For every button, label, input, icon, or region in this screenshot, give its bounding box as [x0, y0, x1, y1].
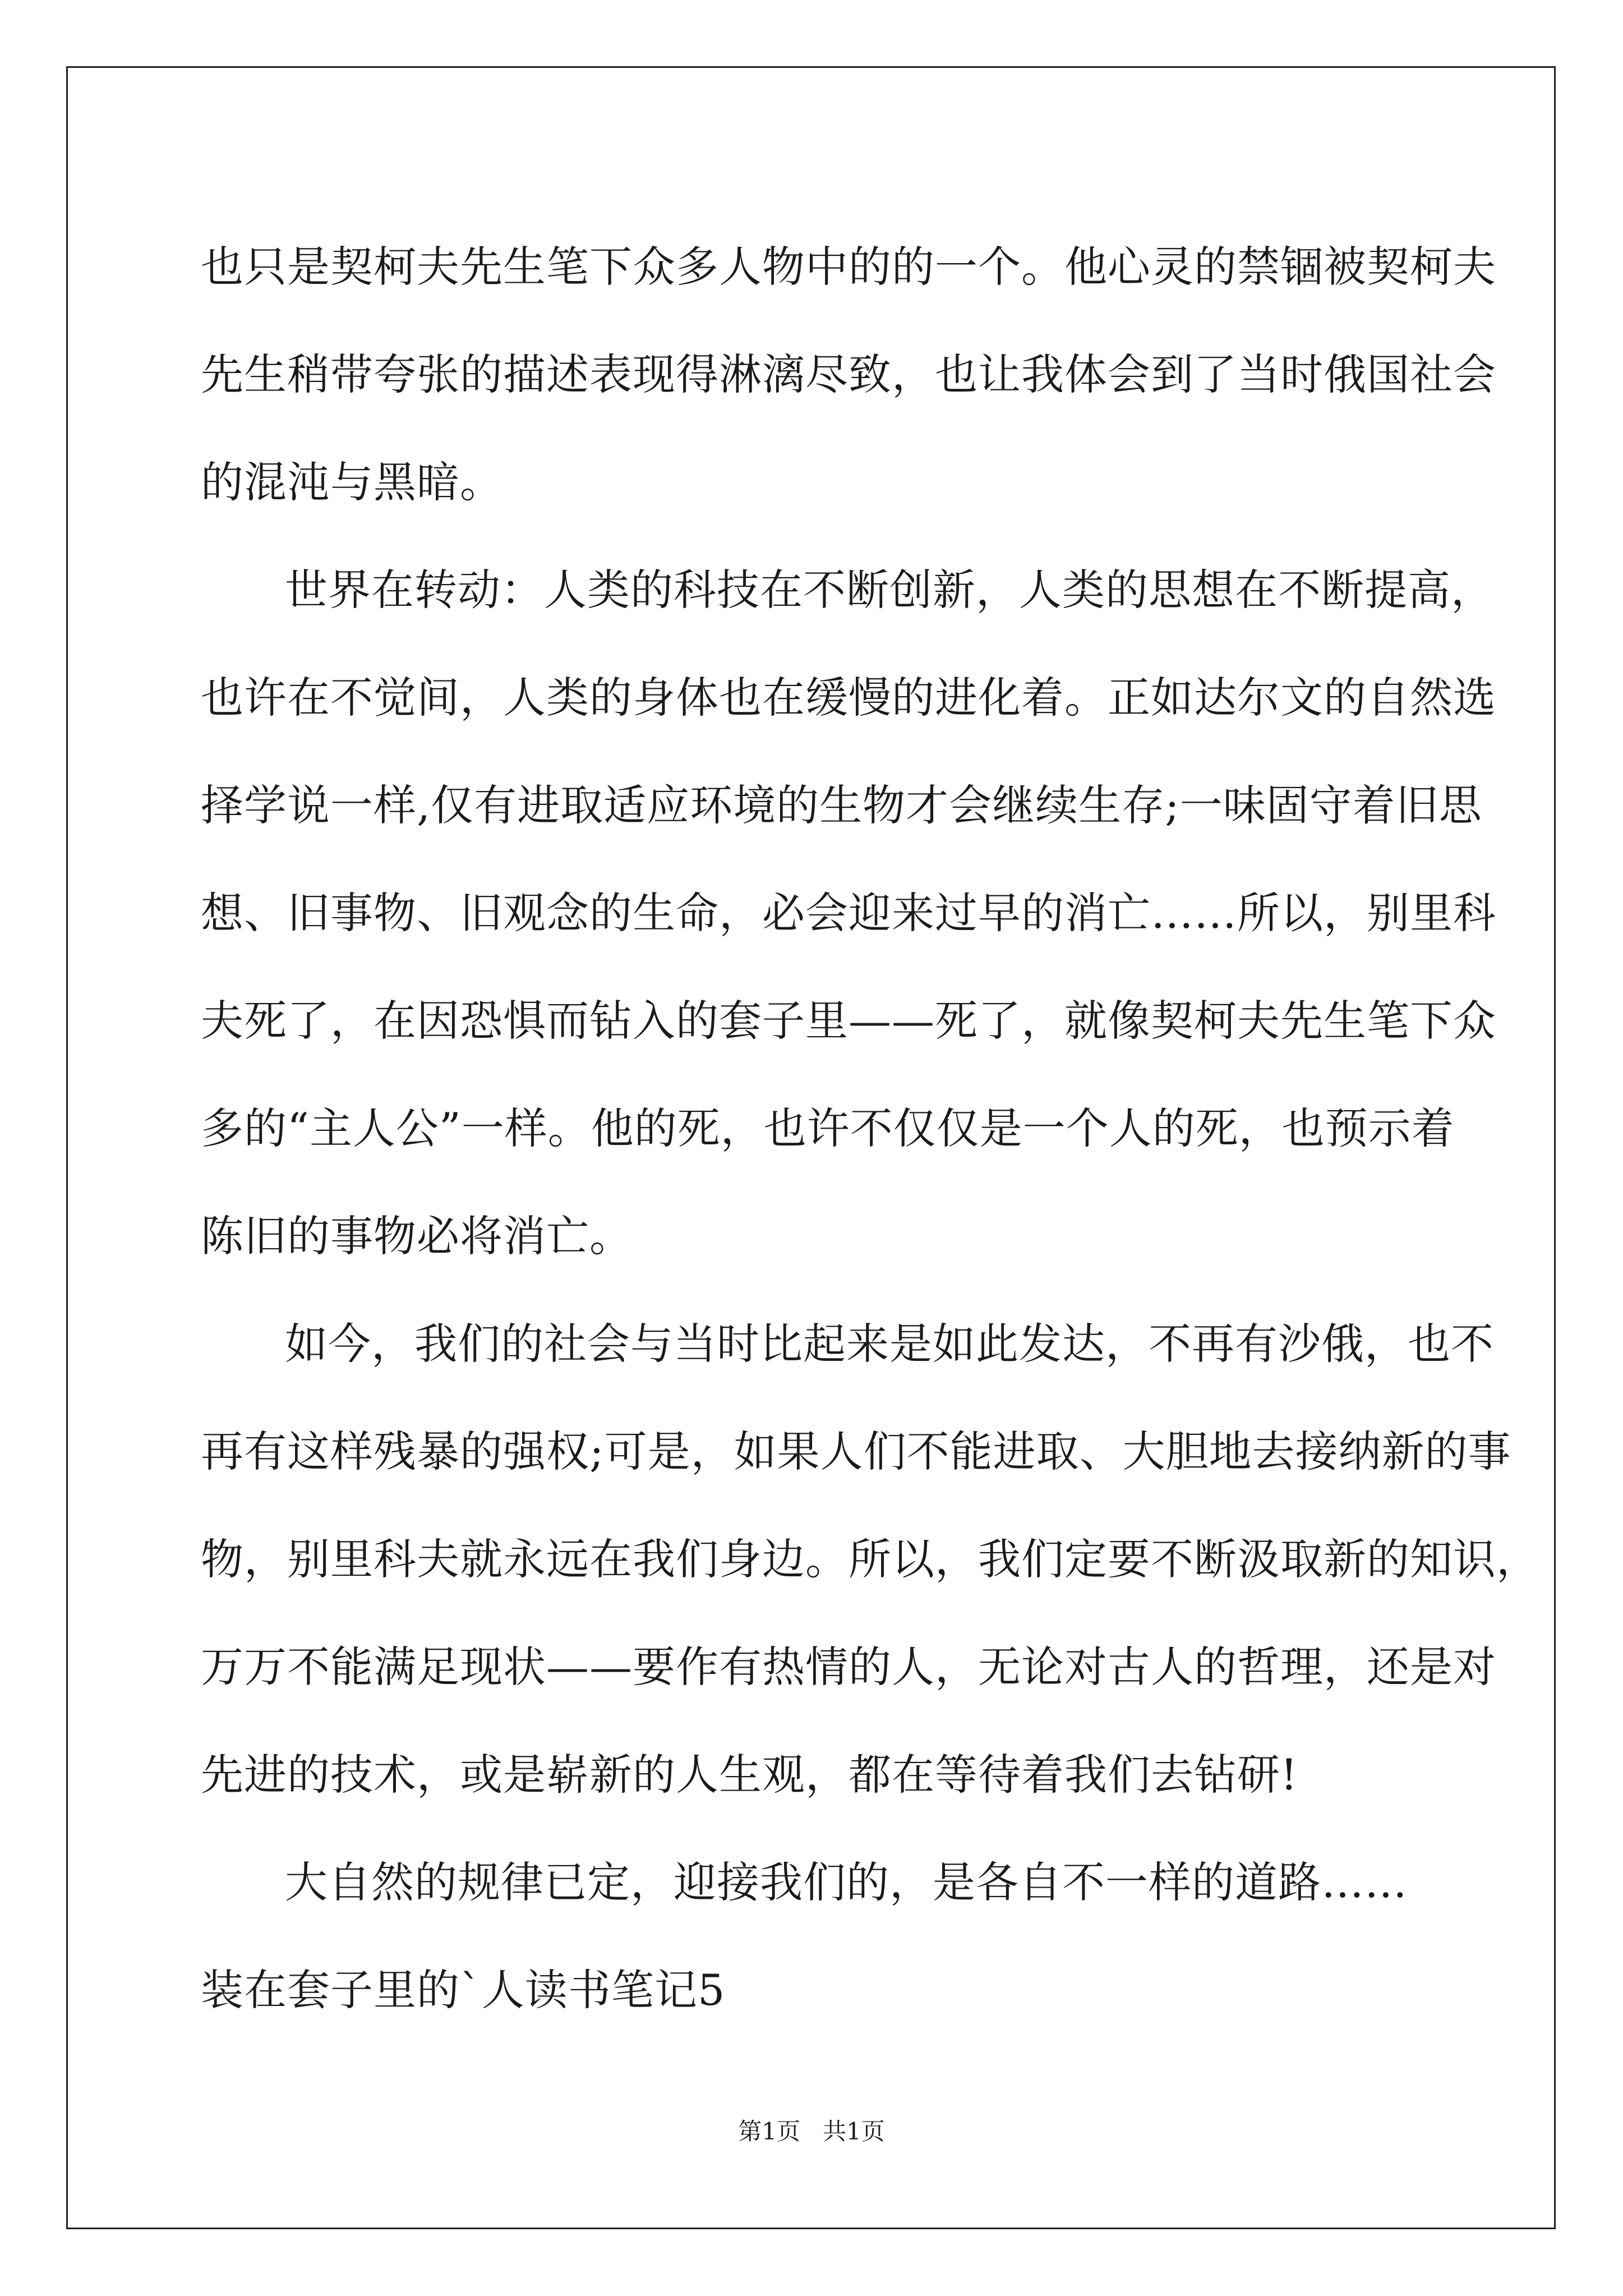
paragraph-start-line: 如今，我们的社会与当时比起来是如此发达，不再有沙俄，也不: [285, 1319, 1494, 1369]
text-line: 先生稍带夸张的描述表现得淋漓尽致，也让我体会到了当时俄国社会: [201, 349, 1496, 399]
text-line: 万万不能满足现状——要作有热情的人，无论对古人的哲理，还是对: [201, 1642, 1496, 1692]
text-line: 再有这样残暴的强权;可是，如果人们不能进取、大胆地去接纳新的事: [201, 1427, 1511, 1476]
text-line: 择学说一样,仅有进取适应环境的生物才会继续生存;一味固守着旧思: [201, 780, 1482, 830]
text-line: 物，别里科夫就永远在我们身边。所以，我们定要不断汲取新的知识，: [201, 1534, 1539, 1584]
document-body: [201, 213, 1539, 2044]
text-line: 也许在不觉间，人类的身体也在缓慢的进化着。正如达尔文的自然选: [201, 673, 1496, 723]
text-line: 也只是契柯夫先生笔下众多人物中的的一个。他心灵的禁锢被契柯夫: [201, 242, 1496, 292]
text-line: 的混沌与黑暗。: [201, 457, 503, 507]
paragraph-start-line: 世界在转动：人类的科技在不断创新，人类的思想在不断提高，: [285, 565, 1494, 615]
section-heading: 装在套子里的`人读书笔记5: [201, 1965, 726, 2015]
text-line: 夫死了，在因恐惧而钻入的套子里——死了，就像契柯夫先生笔下众: [201, 996, 1496, 1046]
paragraph-start-line: 大自然的规律已定，迎接我们的，是各自不一样的道路……: [285, 1857, 1408, 1907]
page-footer: 第1页 共1页: [738, 2118, 885, 2145]
text-line: 多的“主人公”一样。他的死，也许不仅仅是一个人的死，也预示着: [201, 1103, 1455, 1153]
text-line: 陈旧的事物必将消亡。: [201, 1211, 633, 1261]
text-line: 先进的技术，或是崭新的人生观，都在等待着我们去钻研!: [201, 1750, 1298, 1800]
text-line: 想、旧事物、旧观念的生命，必会迎来过早的消亡……所以，别里科: [201, 888, 1496, 938]
